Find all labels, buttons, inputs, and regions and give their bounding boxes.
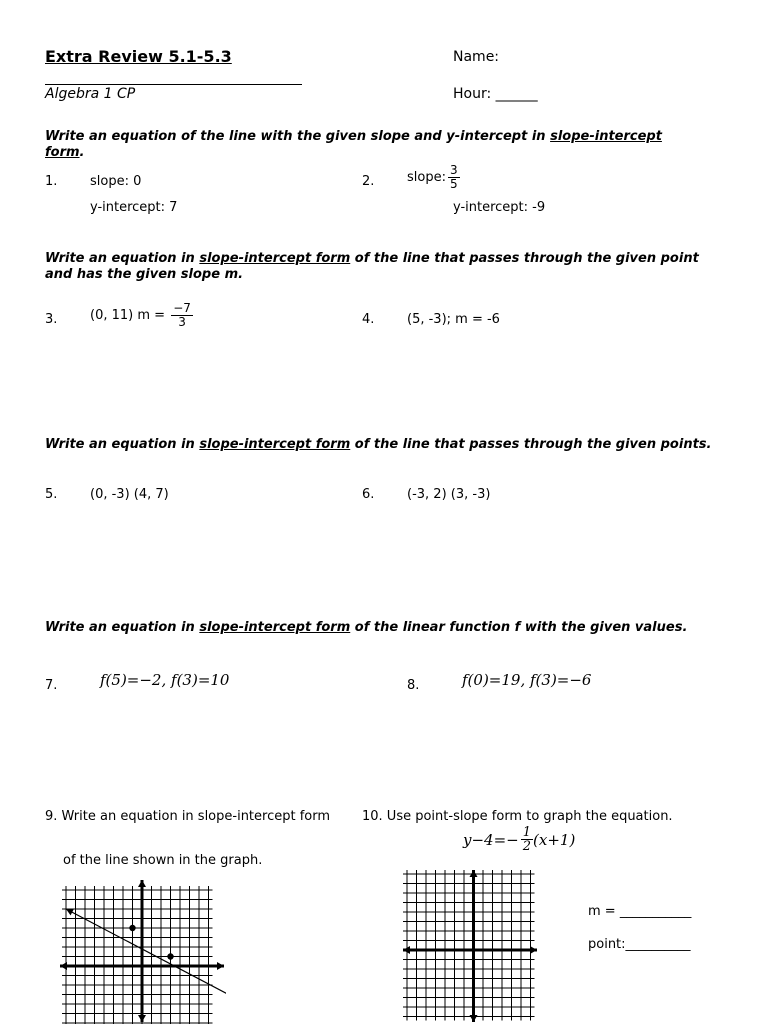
section4-instructions: Write an equation in slope-intercept form of the linear function f with the given values. (45, 620, 688, 635)
y-axis-arrow-up (138, 880, 146, 887)
problem-3-number: 3. (45, 312, 58, 327)
problem-10-equation: y−4=− $\frac{1}{2}$ (x+1) (463, 825, 576, 854)
equation-fraction: $\frac{1}{2}$ (522, 825, 532, 854)
problem-6-text: (-3, 2) (3, -3) (407, 487, 491, 502)
graph-grid (62, 886, 213, 1024)
slope-answer-line: m = ___________ (588, 904, 692, 919)
section3-instructions: Write an equation in slope-intercept form of the line that passes through the given points. (45, 437, 712, 452)
problem-9-line1: 9. Write an equation in slope-intercept form (45, 809, 331, 824)
problem-3-text: (0, 11) m = $\frac{-7}{3}$ (90, 301, 191, 329)
problem-9-line2: of the line shown in the graph. (63, 853, 263, 868)
problem-4-text: (5, -3); m = -6 (407, 312, 500, 327)
problem-1-number: 1. (45, 174, 58, 189)
x-axis-arrow-right (530, 946, 537, 954)
problem-7-number: 7. (45, 678, 58, 693)
problem-2-intercept: y-intercept: -9 (453, 200, 546, 215)
problem-7-expression: f(5)=−2, f(3)=10 (100, 671, 230, 689)
slope-fraction: $\frac{-7}{3}$ (173, 301, 191, 329)
problem-8-expression: f(0)=19, f(3)=−6 (462, 671, 592, 689)
hour-label: Hour: ______ (453, 86, 538, 102)
problem-10-text: 10. Use point-slope form to graph the equation. (362, 809, 673, 824)
problem-1-intercept: y-intercept: 7 (90, 200, 178, 215)
problem-5-text: (0, -3) (4, 7) (90, 487, 169, 502)
section2-instructions: Write an equation in slope-intercept form of the line that passes through the given point and has the given slope m. (45, 251, 699, 282)
problem-8-number: 8. (407, 678, 420, 693)
point-answer-line: point:__________ (588, 937, 691, 952)
y-axis-arrow-down (138, 1015, 146, 1022)
course-name: Algebra 1 CP (45, 86, 136, 102)
graph-grid (403, 870, 535, 1021)
problem-9-graph (58, 878, 226, 1024)
y-axis-arrow-down (470, 1015, 478, 1022)
section1-instructions: Write an equation of the line with the given slope and y-intercept in slope-intercept form. (45, 129, 662, 160)
problem-6-number: 6. (362, 487, 375, 502)
problem-5-number: 5. (45, 487, 58, 502)
problem-1-slope: slope: 0 (90, 174, 142, 189)
slope-fraction: $\frac{3}{5}$ (449, 163, 458, 191)
problem-2-number: 2. (362, 174, 375, 189)
title-underline-rule (45, 84, 302, 85)
name-label: Name: (453, 49, 500, 65)
graph-point (129, 925, 135, 931)
problem-10-graph (401, 868, 539, 1024)
problem-4-number: 4. (362, 312, 375, 327)
x-axis-arrow-left (60, 962, 67, 970)
worksheet-title: Extra Review 5.1-5.3 (45, 47, 232, 66)
problem-2-slope: slope: $\frac{3}{5}$ (407, 163, 458, 191)
x-axis-arrow-right (217, 962, 224, 970)
graph-point (167, 953, 173, 959)
